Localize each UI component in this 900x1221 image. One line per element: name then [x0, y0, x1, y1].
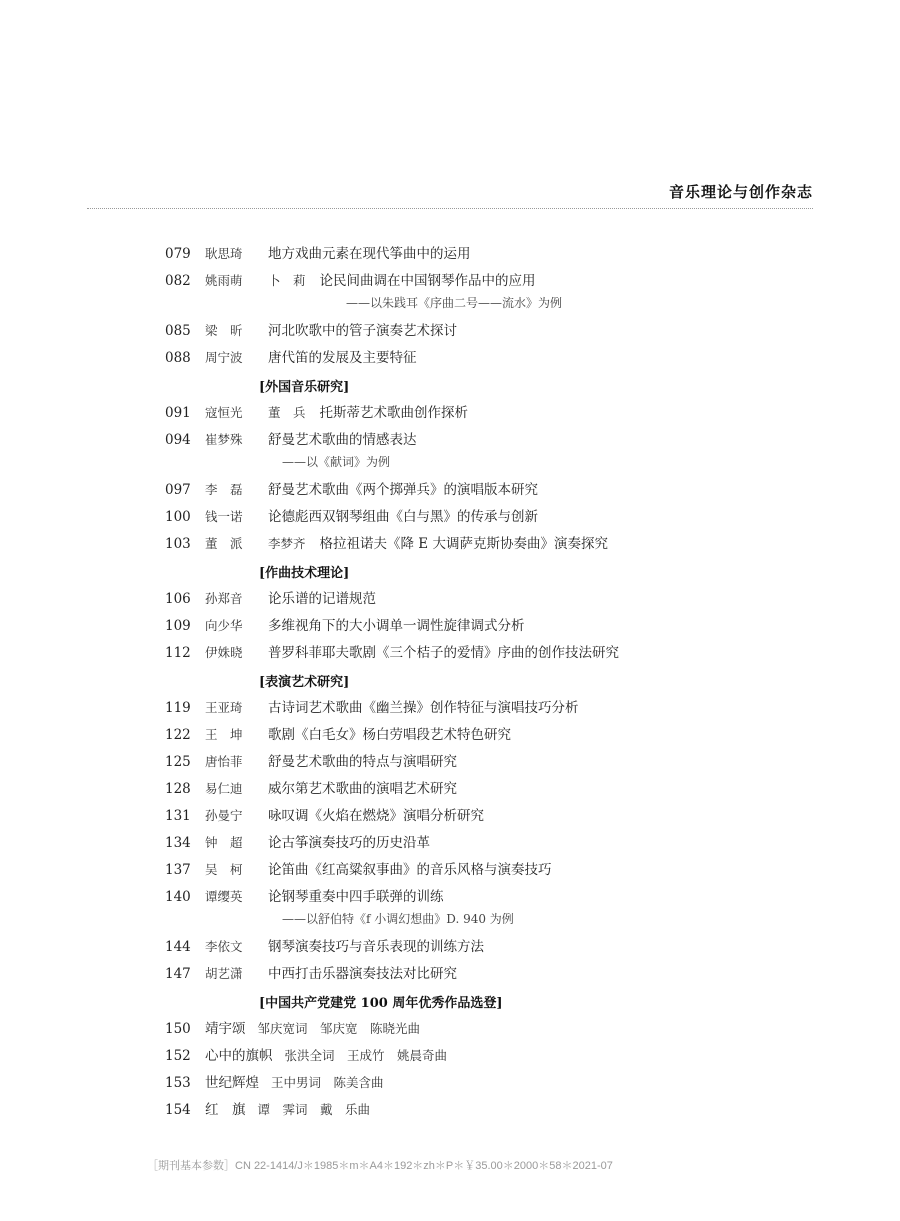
work-title: 心中的旗帜 [205, 1048, 273, 1064]
section-title: [作曲技术理论] [259, 566, 350, 581]
page-number: 152 [165, 1048, 191, 1064]
toc-entry[interactable] [0, 321, 900, 348]
page-number: 079 [165, 246, 191, 262]
coauthor: 卜 莉 [268, 273, 306, 288]
section-title: [表演艺术研究] [259, 675, 350, 690]
toc-entry[interactable] [0, 589, 900, 616]
author: 梁 昕 [205, 323, 243, 338]
article-title: 钢琴演奏技巧与音乐表现的训练方法 [268, 939, 484, 955]
page-number: 134 [165, 835, 191, 851]
article-title: 多维视角下的大小调单一调性旋律调式分析 [268, 618, 525, 634]
page-number: 119 [165, 700, 191, 716]
work-credits: 谭 霁词 戴 乐曲 [257, 1102, 371, 1117]
article-subtitle: ——以朱践耳《序曲二号——流水》为例 [346, 296, 563, 310]
toc-entry[interactable] [0, 348, 900, 375]
page-number: 122 [165, 727, 191, 743]
toc-entry[interactable] [0, 860, 900, 887]
toc-entry[interactable] [0, 430, 900, 480]
author: 钱一诺 [205, 509, 243, 524]
author: 钟 超 [205, 835, 243, 850]
article-title: 论笛曲《红高粱叙事曲》的音乐风格与演奏技巧 [268, 862, 552, 878]
article-title: 普罗科菲耶夫歌剧《三个桔子的爱情》序曲的创作技法研究 [268, 645, 619, 661]
article-title: 论古筝演奏技巧的历史沿革 [268, 835, 430, 851]
article-title: 论德彪西双钢琴组曲《白与黑》的传承与创新 [268, 509, 538, 525]
page-number: 106 [165, 591, 191, 607]
page-number: 137 [165, 862, 191, 878]
page-number: 125 [165, 754, 191, 770]
toc-entry[interactable] [0, 725, 900, 752]
journal-title: 音乐理论与创作杂志 [668, 183, 813, 201]
author: 王亚琦 [205, 700, 243, 715]
section-heading [0, 670, 900, 698]
article-title: 舒曼艺术歌曲《两个掷弹兵》的演唱版本研究 [268, 482, 538, 498]
toc-entry[interactable] [0, 806, 900, 833]
page-number: 153 [165, 1075, 191, 1091]
work-credits: 张洪全词 王成竹 姚晨奇曲 [284, 1048, 448, 1063]
article-title: 中西打击乐器演奏技法对比研究 [268, 966, 457, 982]
author: 耿思琦 [205, 246, 243, 261]
page-number: 097 [165, 482, 191, 498]
article-title: 唐代笛的发展及主要特征 [268, 350, 417, 366]
toc-entry[interactable] [0, 1100, 900, 1127]
coauthor: 董 兵 [268, 405, 306, 420]
work-title-line [205, 1073, 384, 1093]
work-title-line [205, 1019, 420, 1039]
header-divider [87, 208, 813, 209]
table-of-contents [0, 244, 900, 1127]
page-number: 091 [165, 405, 191, 421]
page-number: 131 [165, 808, 191, 824]
toc-entry[interactable] [0, 507, 900, 534]
page-number: 082 [165, 273, 191, 289]
author: 周宁波 [205, 350, 243, 365]
page-number: 147 [165, 966, 191, 982]
toc-entry[interactable] [0, 937, 900, 964]
article-title: 咏叹调《火焰在燃烧》演唱分析研究 [268, 808, 484, 824]
toc-entry[interactable] [0, 779, 900, 806]
section-heading [0, 561, 900, 589]
author: 易仁迪 [205, 781, 243, 796]
work-title: 世纪辉煌 [205, 1075, 259, 1091]
article-title-line [268, 403, 468, 423]
author: 王 坤 [205, 727, 243, 742]
page-number: 150 [165, 1021, 191, 1037]
author: 寇恒光 [205, 405, 243, 420]
section-heading [0, 991, 900, 1019]
author: 胡艺潇 [205, 966, 243, 981]
section-title: [中国共产党建党 100 周年优秀作品选登] [259, 996, 503, 1011]
toc-entry[interactable] [0, 534, 900, 561]
article-title: 古诗词艺术歌曲《幽兰操》创作特征与演唱技巧分析 [268, 700, 579, 716]
article-title: 地方戏曲元素在现代筝曲中的运用 [268, 246, 471, 262]
coauthor: 李梦齐 [268, 536, 306, 551]
author: 孙郑音 [205, 591, 243, 606]
page-number: 085 [165, 323, 191, 339]
page-number: 140 [165, 889, 191, 905]
section-title: [外国音乐研究] [259, 380, 350, 395]
page-number: 094 [165, 432, 191, 448]
toc-entry[interactable] [0, 403, 900, 430]
toc-entry[interactable] [0, 480, 900, 507]
page-number: 103 [165, 536, 191, 552]
work-title-line [205, 1046, 447, 1066]
page-number: 112 [165, 645, 191, 661]
article-title: 论钢琴重奏中四手联弹的训练 [268, 889, 444, 905]
page-number: 154 [165, 1102, 191, 1118]
article-title: 河北吹歌中的管子演奏艺术探讨 [268, 323, 457, 339]
article-title: 论民间曲调在中国钢琴作品中的应用 [319, 273, 536, 289]
toc-entry[interactable] [0, 1073, 900, 1100]
journal-parameters-footer: ［期刊基本参数］CN 22-1414/J＊1985＊m＊A4＊192＊zh＊P＊￥35.00＊2000＊58＊2021-07 [147, 1160, 613, 1172]
author: 谭缨英 [205, 889, 243, 904]
toc-entry[interactable] [0, 698, 900, 725]
work-credits: 邹庆宽词 邹庆宽 陈晓光曲 [257, 1021, 421, 1036]
page-number: 128 [165, 781, 191, 797]
article-subtitle: ——以舒伯特《f 小调幻想曲》D. 940 为例 [282, 912, 514, 926]
page-number: 088 [165, 350, 191, 366]
toc-entry[interactable] [0, 833, 900, 860]
toc-entry[interactable] [0, 244, 900, 271]
toc-entry[interactable] [0, 1019, 900, 1046]
author: 向少华 [205, 618, 243, 633]
author: 唐怡菲 [205, 754, 243, 769]
author: 伊姝晓 [205, 645, 243, 660]
toc-entry[interactable] [0, 271, 900, 321]
article-title-line [268, 534, 608, 554]
work-title: 靖宇颂 [205, 1021, 246, 1037]
toc-entry[interactable] [0, 643, 900, 670]
page-number: 144 [165, 939, 191, 955]
toc-entry[interactable] [0, 887, 900, 937]
article-title: 舒曼艺术歌曲的情感表达 [268, 432, 417, 448]
author: 吴 柯 [205, 862, 243, 877]
page-number: 109 [165, 618, 191, 634]
article-subtitle: ——以《献词》为例 [282, 455, 391, 469]
work-title: 红 旗 [205, 1102, 246, 1118]
toc-entry[interactable] [0, 1046, 900, 1073]
author: 崔梦殊 [205, 432, 243, 447]
work-title-line [205, 1100, 370, 1120]
section-heading [0, 375, 900, 403]
work-credits: 王中男词 陈美含曲 [271, 1075, 384, 1090]
article-title: 论乐谱的记谱规范 [268, 591, 376, 607]
article-title: 舒曼艺术歌曲的特点与演唱研究 [268, 754, 457, 770]
article-title: 托斯蒂艺术歌曲创作探析 [319, 405, 469, 421]
page-number: 100 [165, 509, 191, 525]
toc-entry[interactable] [0, 616, 900, 643]
article-title: 歌剧《白毛女》杨白劳唱段艺术特色研究 [268, 727, 511, 743]
article-title: 格拉祖诺夫《降 E 大调萨克斯协奏曲》演奏探究 [319, 536, 608, 552]
toc-entry[interactable] [0, 752, 900, 779]
author: 孙曼宁 [205, 808, 243, 823]
article-title: 威尔第艺术歌曲的演唱艺术研究 [268, 781, 457, 797]
author: 李 磊 [205, 482, 243, 497]
author: 董 派 [205, 536, 243, 551]
author: 姚雨萌 [205, 273, 243, 288]
article-title-line [268, 271, 536, 291]
author: 李依文 [205, 939, 243, 954]
toc-entry[interactable] [0, 964, 900, 991]
